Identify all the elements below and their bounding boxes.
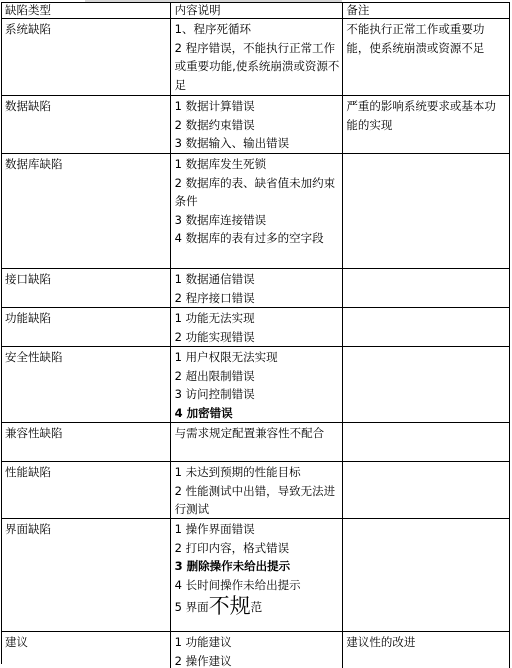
- content-line: 2 功能实现错误: [175, 328, 340, 347]
- note-cell: [343, 269, 510, 307]
- note-cell: [343, 462, 510, 518]
- content-line-large-text: 不规: [209, 594, 251, 618]
- table-row: [2, 308, 510, 347]
- note-cell: [343, 519, 510, 631]
- defect-type-cell: 兼容性缺陷: [2, 423, 171, 461]
- content-line: 1 用户权限无法实现: [175, 348, 340, 367]
- content-line: 1 未达到预期的性能目标: [175, 463, 340, 482]
- defect-table: [1, 2, 510, 664]
- content-line: 1 操作界面错误: [175, 520, 340, 539]
- note-cell: [343, 423, 510, 461]
- content-cell: [171, 96, 344, 153]
- table-row: [2, 19, 510, 96]
- content-cell: [171, 154, 344, 268]
- note-cell: [343, 154, 510, 268]
- table-row: [2, 96, 510, 154]
- content-line: 4 长时间操作未给出提示: [175, 576, 340, 595]
- table-row: [2, 154, 510, 269]
- defect-type-cell: 接口缺陷: [2, 269, 171, 307]
- content-cell: [171, 308, 344, 346]
- content-line: 1 数据计算错误: [175, 97, 340, 116]
- content-line: 3 数据输入、输出错误: [175, 134, 340, 153]
- content-line: 3 数据库连接错误: [175, 211, 340, 230]
- content-line: 2 数据约束错误: [175, 116, 340, 135]
- table-row: [2, 347, 510, 423]
- table-row: [2, 269, 510, 308]
- defect-type-cell: 数据库缺陷: [2, 154, 171, 268]
- content-line: 1 功能无法实现: [175, 309, 340, 328]
- defect-type-cell: 系统缺陷: [2, 19, 171, 95]
- defect-type-cell: 界面缺陷: [2, 519, 171, 631]
- content-line: 3 访问控制错误: [175, 385, 340, 404]
- content-line: 1 数据通信错误: [175, 270, 340, 289]
- content-cell: [171, 347, 344, 422]
- content-line: 1 数据库发生死锁: [175, 155, 340, 174]
- content-line: 2 程序接口错误: [175, 289, 340, 308]
- note-cell: [343, 308, 510, 346]
- note-cell: 不能执行正常工作或重要功能，使系统崩溃或资源不足: [343, 19, 510, 95]
- content-line: 2 操作建议: [175, 652, 340, 668]
- table-row: [2, 462, 510, 519]
- note-cell: [343, 347, 510, 422]
- note-cell: 严重的影响系统要求或基本功能的实现: [343, 96, 510, 153]
- content-line: 2 程序错误，不能执行正常工作或重要功能,使系统崩溃或资源不足: [175, 39, 340, 95]
- content-line-bold: 3 删除操作未给出提示: [175, 557, 340, 576]
- content-line: 2 数据库的表、缺省值未加约束条件: [175, 174, 340, 211]
- header-content-description: 内容说明: [171, 3, 344, 18]
- content-cell: [171, 519, 344, 631]
- content-line-bold: 4 加密错误: [175, 404, 340, 423]
- content-line: 1 功能建议: [175, 633, 340, 652]
- content-cell: [171, 19, 344, 95]
- defect-type-cell: 数据缺陷: [2, 96, 171, 153]
- defect-type-cell: 功能缺陷: [2, 308, 171, 346]
- table-row: [2, 423, 510, 462]
- content-line: 与需求规定配置兼容性不配合: [175, 424, 340, 443]
- content-cell: [171, 269, 344, 307]
- table-row: [2, 519, 510, 632]
- defect-type-cell: 建议: [2, 632, 171, 668]
- content-line-prefix: 5 界面: [175, 600, 209, 614]
- content-cell: [171, 632, 344, 668]
- content-cell: [171, 423, 344, 461]
- content-cell: [171, 462, 344, 518]
- note-cell: 建议性的改进: [343, 632, 510, 668]
- content-line: 2 超出限制错误: [175, 367, 340, 386]
- content-line: 2 打印内容，格式错误: [175, 539, 340, 558]
- content-line-mixed-size: [175, 597, 340, 617]
- content-line: 2 性能测试中出错，导致无法进行测试: [175, 482, 340, 519]
- table-header-row: [2, 3, 510, 19]
- content-line: 1、程序死循环: [175, 20, 340, 39]
- defect-type-cell: 安全性缺陷: [2, 347, 171, 422]
- content-line: 4 数据库的表有过多的空字段: [175, 229, 340, 248]
- header-remarks: 备注: [343, 3, 510, 18]
- table-row: [2, 632, 510, 668]
- header-defect-type: 缺陷类型: [2, 3, 171, 18]
- defect-type-cell: 性能缺陷: [2, 462, 171, 518]
- content-line-suffix: 范: [251, 600, 263, 614]
